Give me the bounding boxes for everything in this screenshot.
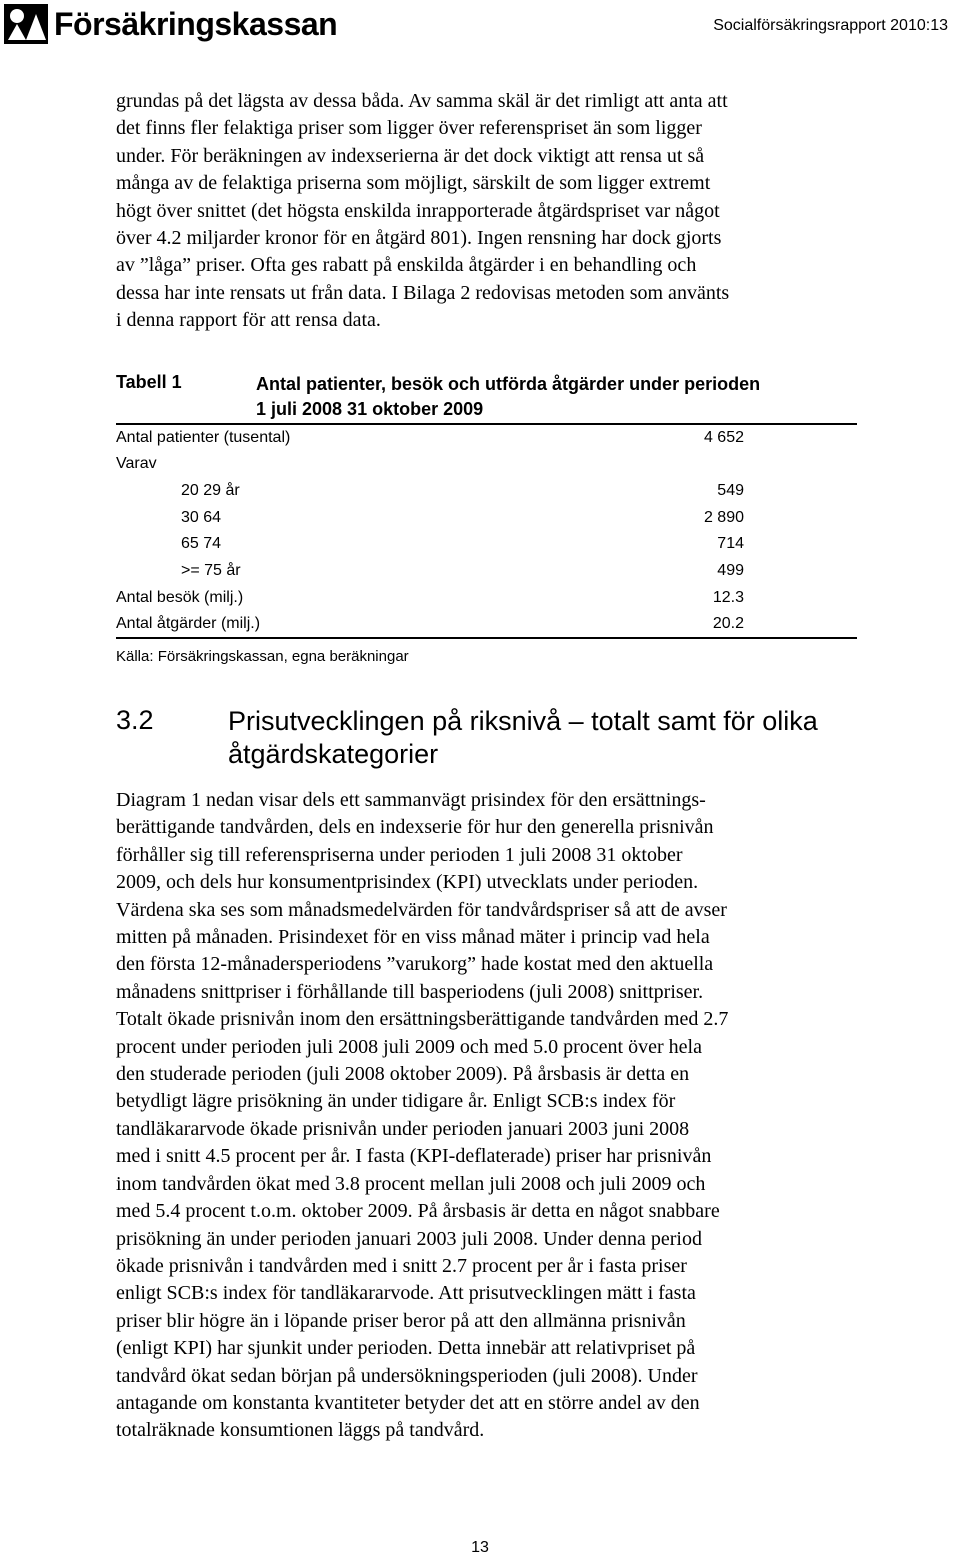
table-row [0, 562, 960, 588]
section-number: 3.2 [116, 705, 154, 735]
section-title-line: åtgärdskategorier [228, 739, 439, 769]
row-label: >= 75 år [181, 562, 241, 579]
text-line: priser blir högre än i löpande priser beror på att den allmänna prisnivån [116, 1309, 686, 1332]
text-line: högt över snittet (det högsta enskilda inrapporterade åtgärdspriset var något [116, 199, 720, 222]
forsakringskassan-logo-icon [4, 4, 48, 44]
text-line: Värdena ska ses som månadsmedelvärden för tandvårdspriser så att de avser [116, 898, 727, 921]
row-value: 549 [717, 482, 744, 499]
intro-paragraph [116, 88, 856, 335]
row-label: Antal besök (milj.) [116, 589, 244, 606]
text-line: det finns fler felaktiga priser som ligger över referenspriset än som ligger [116, 117, 702, 140]
table-row [0, 429, 960, 455]
table-top-rule [116, 423, 857, 425]
table-row [0, 509, 960, 535]
section-title-line: Prisutvecklingen på riksnivå – totalt samt för olika [228, 706, 818, 736]
table-row [0, 535, 960, 561]
table-row [0, 455, 960, 481]
text-line: 2009, och dels hur konsumentprisindex (KPI) utvecklats under perioden. [116, 871, 699, 894]
row-label: 30 64 [181, 509, 222, 526]
text-line: över 4.2 miljarder kronor för en åtgärd 801). Ingen rensning har dock gjorts [116, 227, 722, 250]
text-line: dessa har inte rensats ut från data. I Bilaga 2 redovisas metoden som använts [116, 281, 730, 304]
row-value: 4 652 [703, 429, 744, 446]
text-line: procent under perioden juli 2008 juli 2009 och med 5.0 procent över hela [116, 1035, 702, 1058]
text-line: under. För beräkningen av indexserierna är det dock viktigt att rensa ut så [116, 144, 705, 167]
text-line: i denna rapport för att rensa data. [116, 309, 381, 332]
row-value: 12.3 [712, 589, 744, 606]
text-line: månadens snittpriser i förhållande till basperiodens (juli 2008) snittpriser. [116, 980, 704, 1003]
row-value: 499 [717, 562, 744, 579]
text-line: av ”låga” priser. Ofta ges rabatt på enskilda åtgärder i en behandling och [116, 254, 697, 277]
text-line: mitten på månaden. Prisindexet för en viss månad mäter i princip vad hela [116, 926, 710, 949]
text-line: betydligt lägre prisökning än under tidigare år. Enligt SCB:s index för [116, 1090, 676, 1113]
table-source: Källa: Försäkringskassan, egna beräkningar [116, 648, 409, 665]
row-value: 714 [717, 535, 744, 552]
text-line: förhåller sig till referenspriserna under perioden 1 juli 2008 31 oktober [116, 843, 683, 866]
text-line: med i snitt 4.5 procent per år. I fasta (KPI-deflaterade) priser har prisnivån [116, 1145, 712, 1168]
row-label: Antal åtgärder (milj.) [116, 615, 261, 632]
text-line: ökade prisnivån i tandvården med i snitt 2.7 procent per år i fasta priser [116, 1254, 687, 1277]
text-line: tandläkararvode ökade prisnivån under perioden januari 2003 juni 2008 [116, 1117, 690, 1140]
text-line: inom tandvården ökat med 3.8 procent mellan juli 2008 och juli 2009 och [116, 1172, 706, 1195]
table-title-line: Antal patienter, besök och utförda åtgärder under perioden [256, 374, 761, 394]
row-label: 20 29 år [181, 482, 240, 499]
text-line: med 5.4 procent t.o.m. oktober 2009. På årsbasis är detta en något snabbare [116, 1200, 720, 1223]
page-number: 13 [471, 1539, 489, 1556]
text-line: den första 12-månadersperiodens ”varukorg” hade kostat med den aktuella [116, 953, 714, 976]
table-label: Tabell 1 [116, 372, 182, 392]
table-row [0, 589, 960, 615]
row-label: Antal patienter (tusental) [116, 429, 291, 446]
text-line: enligt SCB:s index för tandläkararvode. Att prisutvecklingen mätt i fasta [116, 1282, 696, 1305]
table-row [0, 482, 960, 508]
text-line: många av de felaktiga priserna som möjligt, särskilt de som ligger extremt [116, 172, 711, 195]
body-paragraph [116, 787, 856, 1445]
text-line: totalräknade konsumtionen läggs på tandvård. [116, 1419, 485, 1442]
brand-name: Försäkringskassan [54, 6, 338, 42]
text-line: berättigande tandvården, dels en indexserie för hur den generella prisnivån [116, 816, 714, 839]
table-title [256, 372, 856, 422]
text-line: tandvård ökat sedan början på undersökningsperioden (juli 2008). Under [116, 1364, 698, 1387]
section-title [228, 705, 868, 771]
text-line: antagande om konstanta kvantiteter betyder det att en större andel av den [116, 1391, 700, 1414]
text-line: grundas på det lägsta av dessa båda. Av samma skäl är det rimligt att anta att [116, 90, 728, 112]
report-title: Socialförsäkringsrapport 2010:13 [713, 17, 948, 34]
table-title-line: 1 juli 2008 31 oktober 2009 [256, 399, 484, 419]
text-line: den studerade perioden (juli 2008 oktober 2009). På årsbasis är detta en [116, 1063, 690, 1086]
text-line: (enligt KPI) har sjunkit under perioden. Detta innebär att relativpriset på [116, 1337, 696, 1360]
text-line: Totalt ökade prisnivån inom den ersättningsberättigande tandvården med 2.7 [116, 1008, 729, 1031]
text-line: prisökning än under perioden januari 2003 juli 2008. Under denna period [116, 1227, 702, 1250]
text-line: Diagram 1 nedan visar dels ett sammanvägt prisindex för den ersättnings- [116, 789, 706, 811]
row-value: 20.2 [712, 615, 744, 632]
table-bottom-rule [116, 637, 857, 639]
row-label: Varav [116, 455, 157, 472]
row-value: 2 890 [703, 509, 744, 526]
row-label: 65 74 [181, 535, 222, 552]
logo [4, 4, 337, 44]
